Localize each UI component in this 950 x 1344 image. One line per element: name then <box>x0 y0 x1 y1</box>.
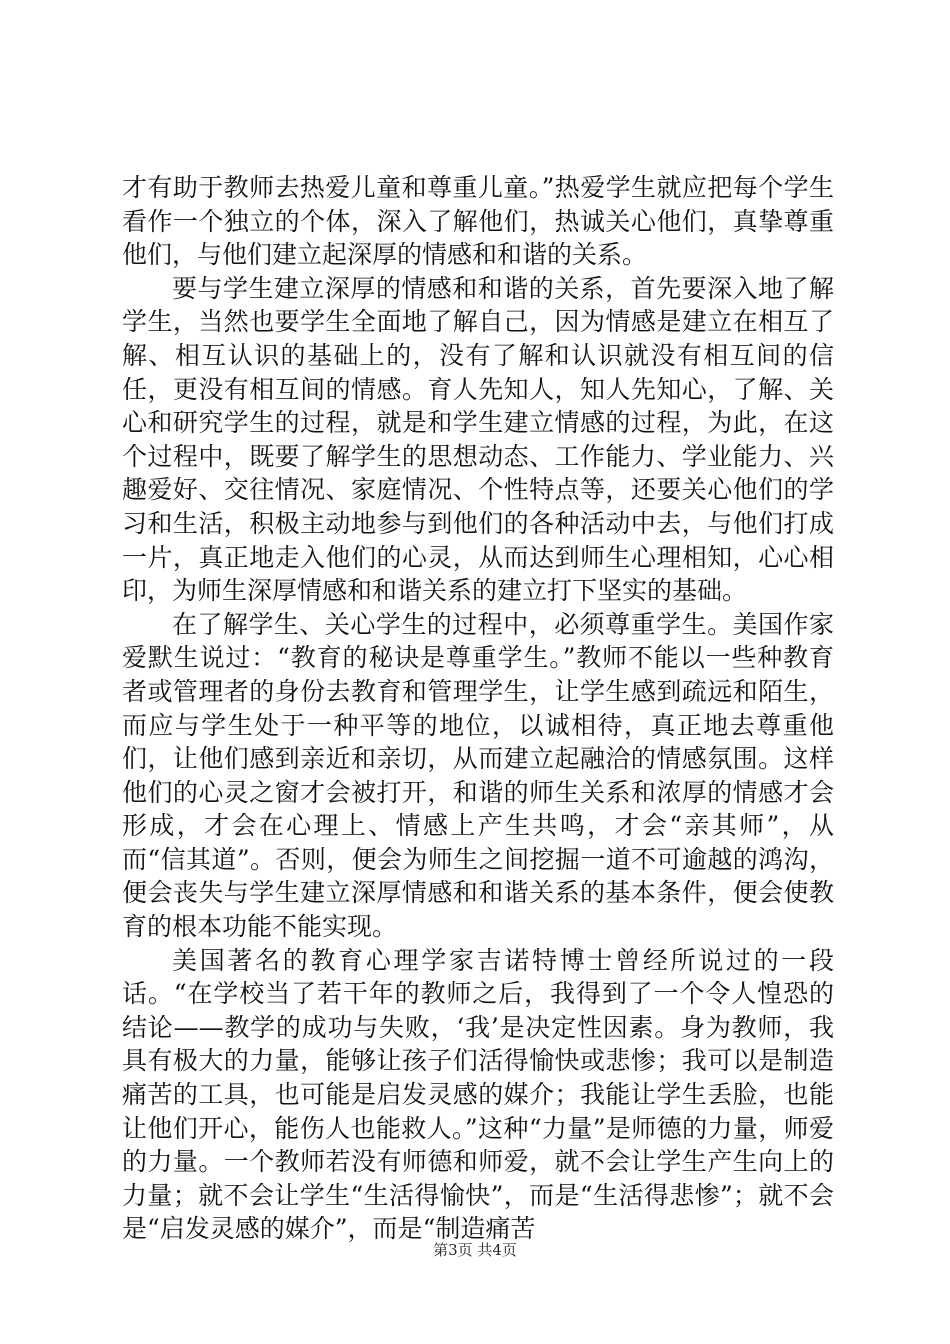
page-footer <box>0 1240 950 1260</box>
paragraph-3: 在了解学生、关心学生的过程中，必须尊重学生。美国作家爱默生说过：“教育的秘诀是尊重学生。”教师不能以一些种教育者或管理者的身份去教育和管理学生，让学生感到疏远和陌生，而应与学生处于一种平等的地位，以诚相待，真正地去尊重他们，让他们感到亲近和亲切，从而建立起融洽的情感氛围。这样他们的心灵之窗才会被打开，和谐的师生关系和浓厚的情感才会形成，才会在心理上、情感上产生共鸣，才会“亲其师”，从而“信其道”。否则，便会为师生之间挖掘一道不可逾越的鸿沟，便会丧失与学生建立深厚情感和和谐关系的基本条件，便会使教育的根本功能不能实现。 <box>122 609 834 942</box>
page-number-label: 第3页 共4页 <box>433 1241 517 1259</box>
paragraph-4: 美国著名的教育心理学家吉诺特博士曾经所说过的一段话。“在学校当了若干年的教师之后，我得到了一个令人惶恐的结论——教学的成功与失败，‘我’是决定性因素。身为教师，我具有极大的力量，能够让孩子们活得愉快或悲惨；我可以是制造痛苦的工具，也可能是启发灵感的媒介；我能让学生丢脸，也能让他们开心，能伤人也能救人。”这种“力量”是师德的力量，师爱的力量。一个教师若没有师德和师爱，就不会让学生产生向上的力量；就不会让学生“生活得愉快”，而是“生活得悲惨”；就不会是“启发灵感的媒介”，而是“制造痛苦 <box>122 945 834 1244</box>
paragraph-1: 才有助于教师去热爱儿童和尊重儿童。”热爱学生就应把每个学生看作一个独立的个体，深入了解他们，热诚关心他们，真挚尊重他们，与他们建立起深厚的情感和和谐的关系。 <box>122 173 834 270</box>
document-body <box>122 171 834 1246</box>
paragraph-2: 要与学生建立深厚的情感和和谐的关系，首先要深入地了解学生，当然也要学生全面地了解自己，因为情感是建立在相互了解、相互认识的基础上的，没有了解和认识就没有相互间的信任，更没有相互间的情感。育人先知人，知人先知心，了解、关心和研究学生的过程，就是和学生建立情感的过程，为此，在这个过程中，既要了解学生的思想动态、工作能力、学业能力、兴趣爱好、交往情况、家庭情况、个性特点等，还要关心他们的学习和生活，积极主动地参与到他们的各种活动中去，与他们打成一片，真正地走入他们的心灵，从而达到师生心理相知，心心相印，为师生深厚情感和和谐关系的建立打下坚实的基础。 <box>122 273 834 606</box>
